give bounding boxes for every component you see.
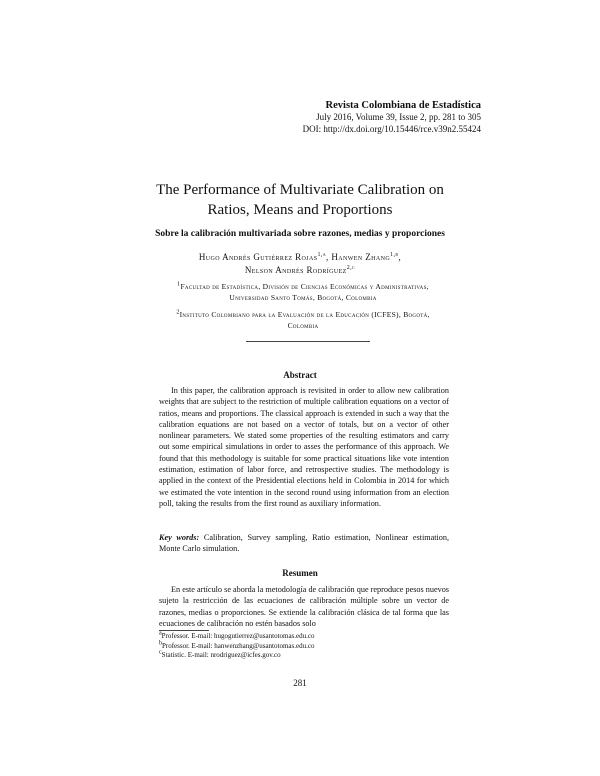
author-line-1: [0, 251, 600, 264]
affiliation-2: [148, 310, 458, 331]
footnote-mark: b: [159, 640, 162, 647]
footnote: [159, 632, 449, 642]
footnotes: [159, 632, 449, 661]
abstract-text: In this paper, the calibration approach is revisited in order to allow new calibration weights that are subject to the restriction of multiple calibration equations on a vector of ratios, means and proportions. The classical approach is extended in such a way that the calibration equations are not based on a vector of totals, but on a vector of other nonlinear parameters. We stated some properties of the resulting estimators and carry out some empirical simulations in order to asses the performance of this approach. We found that this methodology is suitable for some practical situations like vote intention estimation, estimation of labor force, and retrospective studies. The methodology is applied in the context of the Presidential elections held in Colombia in 2014 for which we estimated the vote intention in the second round using information from an election poll, taking the results from the first round as auxiliary information.: [159, 386, 449, 508]
affiliation-line: Universidad Santo Tomás, Bogotá, Colombia: [229, 292, 377, 302]
footnote: [159, 651, 449, 661]
author-name: Nelson Andrés Rodríguez: [244, 265, 347, 275]
affiliation-text: Facultad de Estadística, División de Ciencias Económicas y Administrativas,: [180, 282, 429, 291]
affiliation-line: Colombia: [287, 320, 319, 330]
resumen-heading: Resumen: [282, 568, 318, 578]
paper-subtitle: Sobre la calibración multivariada sobre razones, medias y proporciones: [155, 229, 445, 239]
journal-header: [303, 99, 481, 135]
journal-issue: July 2016, Volume 39, Issue 2, pp. 281 to 305: [316, 112, 481, 122]
keywords-label: Key words:: [159, 533, 200, 542]
affiliation-number: 1: [177, 281, 181, 288]
footnote: [159, 642, 449, 652]
journal-doi: DOI: http://dx.doi.org/10.15446/rce.v39n2.55424: [302, 123, 481, 134]
author-superscript: 1,b: [390, 252, 399, 258]
keywords: [159, 532, 449, 555]
journal-name: Revista Colombiana de Estadística: [325, 100, 481, 111]
author-list: [0, 251, 600, 277]
title-line-1: The Performance of Multivariate Calibration on: [156, 182, 444, 198]
footnote-text: Professor. E-mail: hugogutierrez@usantotomas.edu.co: [161, 632, 315, 640]
affiliation-number: 2: [176, 309, 180, 316]
page-number: 281: [293, 678, 307, 688]
footnote-mark: a: [159, 630, 162, 637]
footnote-text: Professor. E-mail: hanwenzhang@usantotomas.edu.co: [162, 641, 315, 650]
affiliation-line: [148, 282, 458, 293]
keywords-text: Calibration, Survey sampling, Ratio estimation, Nonlinear estimation, Monte Carlo simulation.: [159, 533, 450, 554]
resumen-text: En este artículo se aborda la metodología de calibración que reproduce pesos nuevos sujeto la restricción de las ecuaciones de calibración múltiple sobre un vector de razones, medias o proporciones. Se extiende la calibración clásica de tal forma que las ecuaciones de calibración no estén basados solo: [159, 585, 449, 628]
author-separator: ,: [398, 252, 402, 262]
abstract-heading: Abstract: [283, 370, 317, 380]
author-superscript: 1,a: [317, 252, 327, 258]
title-line-2: Ratios, Means and Proportions: [207, 201, 393, 218]
author-name: Hanwen Zhang: [331, 252, 391, 262]
author-line-2: [0, 264, 600, 277]
separator-rule: [246, 341, 370, 342]
author-name: Hugo Andrés Gutiérrez Rojas: [198, 252, 318, 262]
author-superscript: 2,c: [346, 265, 356, 271]
footnote-text: Statistic. E-mail: nrodriguez@icfes.gov.co: [161, 651, 281, 660]
affiliation-line: [148, 310, 458, 321]
footnote-rule: [159, 630, 209, 631]
footnote-mark: c: [159, 649, 162, 656]
paper-title: [0, 181, 600, 220]
author-separator: ,: [326, 252, 332, 262]
affiliation-1: [148, 282, 458, 303]
affiliation-text: Instituto Colombiano para la Evaluación de la Educación (ICFES), Bogotá,: [179, 310, 430, 319]
